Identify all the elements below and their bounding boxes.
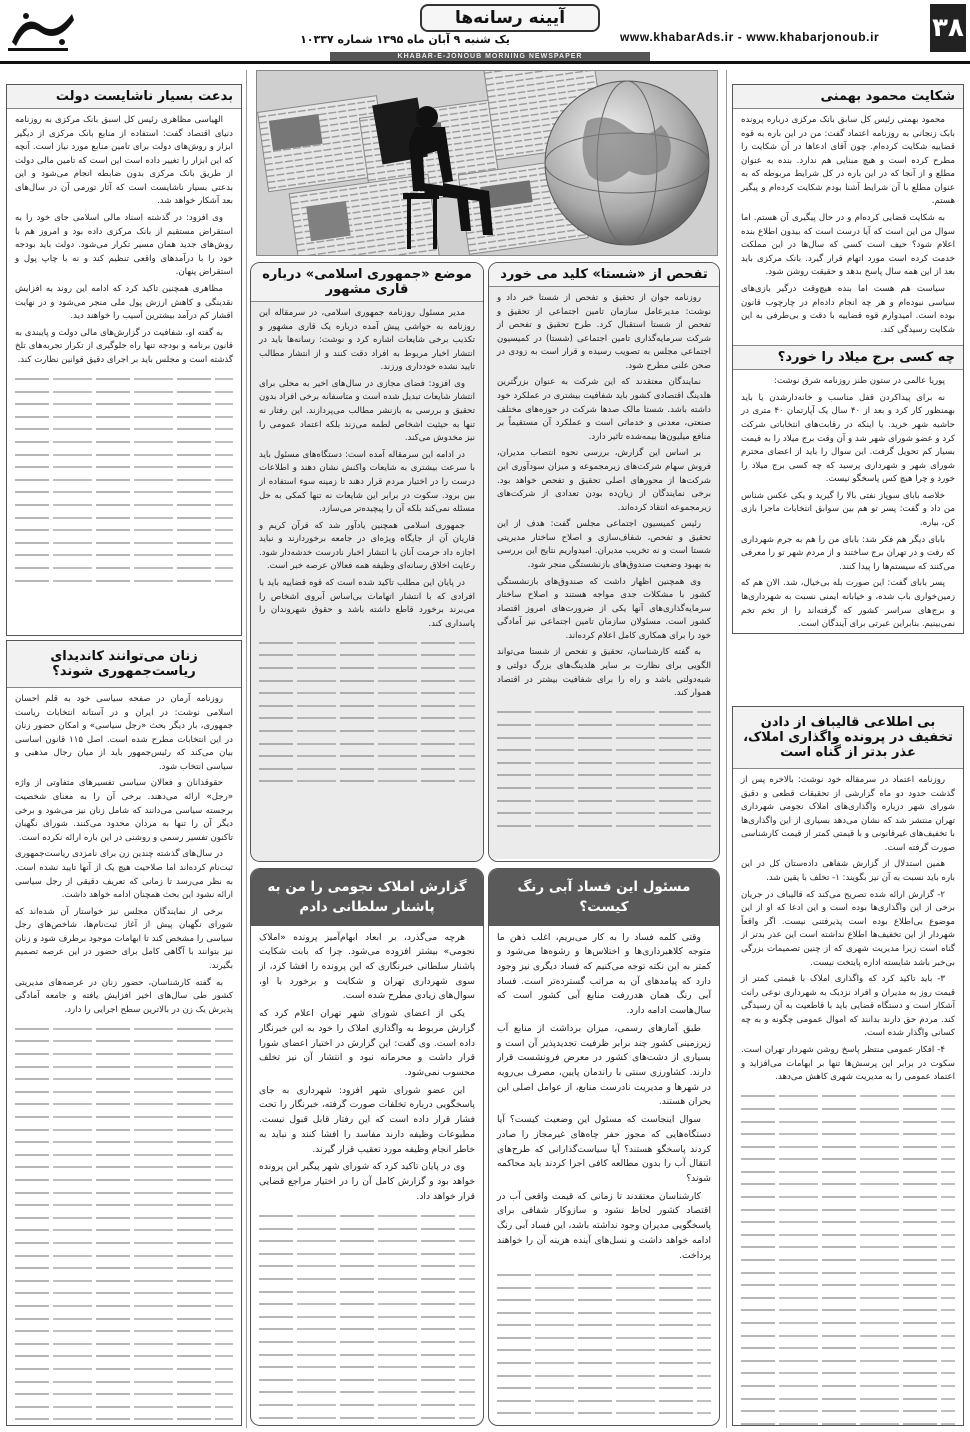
paragraph: نه برای پیداکردن قفل مناسب و خانه‌دارشدن یا باید بهمنظور کار کرد و بعد از ۴۰ سال یک آپارتمان ۴۰ متری در حاشیه شهر خرید. یا اینکه در رقابت‌های انتخاباتی شرکت کرد و عضو شورای شهر شد و آن وقت برج میلاد را به قیمت بسیار کم تحویل گرفت. این سوال را باید از اعضای محترم شورای شهر و شهرداری پرسید که چه کسی برج میلاد را خورد و چرا هیچ کس پاسخگو نیست. — [741, 392, 955, 485]
column-divider — [246, 70, 247, 1428]
article-bahmani — [732, 84, 964, 634]
article-title: شکایت محمود بهمنی — [733, 85, 963, 109]
paragraph: مدیر مسئول روزنامه جمهوری اسلامی، در سرمقاله این روزنامه به حواشی پیش آمده درباره یک قاری مشهور و تکذیب برخی شایعات اشاره کرد و نوشت: رسانه‌ها باید در انتشار اخبار مربوط به افراد دقت کنند و از انتشار مطالب تایید نشده خودداری ورزند. — [259, 308, 475, 373]
article-body — [7, 109, 241, 597]
article-body — [733, 370, 963, 634]
paragraph: روزنامه جوان از تحقیق و تفحص از شستا خبر داد و نوشت: مدیرعامل سازمان تامین اجتماعی از تحقیق و تفحص از شستا استقبال کرد. طرح تحقیق و تفحص از شرکت سرمایه‌گذاری تامین اجتماعی (شستا) در کمیسیون اجتماعی مجلس به تصویب رسیده و قرار است به زودی در صحن علنی مطرح شود. — [497, 293, 711, 371]
page-number: ۳۸ — [930, 4, 966, 52]
article-gozaresh — [250, 868, 484, 1426]
page-header — [0, 0, 970, 62]
paragraph: رئیس کمیسیون اجتماعی مجلس گفت: هدف از این تحقیق و تفحص، شفاف‌سازی و اصلاح ساختار مدیریتی شستا است و نه تخریب مدیران. امیدواریم نتایج این بررسی به بهبود وضعیت صندوق‌های بازنشستگی منجر شود. — [497, 519, 711, 570]
khabar-logo — [4, 2, 80, 56]
article-tafahhos — [488, 262, 720, 862]
paragraph: به گفته کارشناسان، تحقیق و تفحص از شستا می‌تواند الگویی برای نظارت بر سایر هلدینگ‌های بزرگ دولتی و شبه‌دولتی باشد و راه را برای شفافیت بیشتر در اقتصاد هموار کند. — [497, 647, 711, 699]
article-body — [251, 302, 483, 862]
article-jomhouri — [250, 262, 484, 862]
paragraph: یکی از اعضای شورای شهر تهران اعلام کرد که گزارش مربوط به واگذاری املاک را خود به این خبرنگار داده است. وی گفت: این گزارش در اختیار اعضای شورا قرار داشت و محرمانه نبود و انتشار آن نیز تخلف محسوب نمی‌شود. — [259, 1008, 475, 1078]
text-continuation — [259, 642, 475, 783]
paragraph: پوریا عالمی در ستون طنز روزنامه شرق نوشت: — [774, 376, 945, 387]
paragraph: سیاست هم هست اما بنده هیچ‌وقت درگیر بازی‌های سیاسی نبوده‌ام و هر چه انجام داده‌ام در چارچوب قانون بوده است. امیدوارم قوه قضاییه با دقت و بی‌طرفی به این شکایت رسیدگی کند. — [741, 283, 955, 335]
article-title: موضع «جمهوری اسلامی» درباره قاری مشهور — [251, 263, 483, 302]
article-masool — [488, 868, 720, 1426]
paragraph: وی در پایان تاکید کرد که شورای شهر پیگیر این پرونده خواهد بود و گزارش کامل آن را در اختیار مراجع قضایی قرار خواهد داد. — [259, 1161, 475, 1202]
masthead-strip: KHABAR-E-JONOUB MORNING NEWSPAPER — [330, 52, 650, 62]
article-zanan — [6, 640, 242, 1426]
paragraph: محمود بهمنی رئیس کل سابق بانک مرکزی درباره پرونده بابک زنجانی به روزنامه اعتماد گفت: من در این باره به قوه قضاییه شکایت کرده‌ام. چون آقای ادعاها در آن شکایت را مطرح کرده است و هیچ مبنایی هم ندارد. بنده به عنوان مطلع و از آنجا که در این باره در کل شرایط مربوطه که به عنوان مطلع با آن شرایط آشنا بودم شکایت کرده‌ام و پیگیر هستم. — [741, 115, 955, 207]
paragraph: روزنامه آرمان در صفحه سیاسی خود به قلم احسان اسلامی نوشت: در ایران و در آستانه انتخابات ریاست جمهوری، بار دیگر بحث «رجل سیاسی» و امکان حضور زنان در این انتخابات مطرح شده است. اصل ۱۱۵ قانون اساسی بیان می‌کند که رئیس‌جمهور باید از میان رجال مذهبی و سیاسی انتخاب شود. — [15, 694, 233, 772]
paragraph: وی افزود: در گذشته اسناد مالی اسلامی جای خود را به استقراض مستقیم از بانک مرکزی داده بود و امروز هم با روش‌های جدید همان مسیر تکرار می‌شود. دولت باید بودجه خود را با درآمدهای واقعی تنظیم کند و نه با چاپ پول و استقراض پنهان. — [15, 213, 233, 278]
article-body — [733, 769, 963, 1426]
paragraph: در پایان این مطلب تاکید شده است که قوه قضاییه باید با افرادی که با انتشار اتهامات بی‌اساس آبروی اشخاص را می‌برند برخورد قاطع داشته باشد و حقوق شهروندان را پاسداری کند. — [259, 577, 475, 629]
paragraph: در ادامه این سرمقاله آمده است: دستگاه‌های مسئول باید با سرعت بیشتری به شایعات واکنش نشان دهند و اطلاعات درست را در اختیار مردم قرار دهند تا زمینه سوء استفاده از بین برود. سکوت در برابر این شایعات نه تنها کمکی به حل مسئله نمی‌کند بلکه آن را پیچیده‌تر می‌سازد. — [259, 449, 475, 515]
article-title: چه کسی برج میلاد را خورد؟ — [733, 345, 963, 370]
article-body — [733, 109, 963, 345]
paragraph: خلاصه بابای سوپاز نفتی بالا را گیرید و یکی عکس شناس من داد و گفت: پسر تو هم بین سوابق انتخابات ماجرا بازی کن، بیاره. — [741, 490, 955, 529]
article-title: گزارش املاک نجومی را من به پاشنار سلطانی دادم — [251, 869, 483, 926]
section-title: آیینه رسانه‌ها — [420, 4, 600, 32]
article-bedaat — [6, 84, 242, 636]
article-body — [7, 688, 241, 1426]
text-continuation — [741, 1095, 955, 1424]
article-body — [251, 926, 483, 1427]
paragraph: در سال‌های گذشته چندین زن برای نامزدی ریاست‌جمهوری ثبت‌نام کرده‌اند اما صلاحیت هیچ یک از آنها تایید نشده است. به نظر می‌رسد تا زمانی که تعریف دقیقی از رجل سیاسی ارائه نشود این بحث همچنان ادامه خواهد داشت. — [15, 849, 233, 901]
paragraph: ۴- افکار عمومی منتظر پاسخ روشن شهردار تهران است. سکوت در برابر این پرسش‌ها تنها بر ابهامات می‌افزاید و اعتماد عمومی را به مدیریت شهری کاهش می‌دهد. — [741, 1044, 955, 1083]
paragraph: کارشناسان معتقدند تا زمانی که قیمت واقعی آب در اقتصاد کشور لحاظ نشود و سازوکار شفافی برای پاسخگویی مدیران وجود نداشته باشد، این فساد آبی رنگ ادامه خواهد داشت و نسل‌های آینده هزینه آن را خواهند پرداخت. — [497, 1190, 711, 1261]
article-body — [489, 926, 719, 1427]
paragraph: به شکایت قضایی کرده‌ام و در حال پیگیری آن هستم. اما سوال من این است که آیا درست است که بیدون اطلاع بنده اعلام شود؟ حیف است کسی که سال‌ها در این مملکت خدمت کرده است مورد اتهام قرار گیرد. بانک مرکزی باید بعد از این همه سال پاسخ بدهد و حقیقت روشن شود. — [741, 213, 955, 278]
header-rule — [0, 61, 970, 64]
article-qalibaf — [732, 706, 964, 1426]
paragraph: طبق آمارهای رسمی، میزان برداشت از منابع آب زیرزمینی کشور چند برابر ظرفیت تجدیدپذیر آن است و بسیاری از دشت‌های کشور در معرض فرونشست قرار دارند. کشاورزی سنتی با راندمان پایین، مصرف بی‌رویه در شهرها و مدیریت نادرست منابع، از عوامل اصلی این بحران هستند. — [497, 1022, 711, 1108]
paragraph: همین استدلال از گزارش شفاهی داده‌ستان کل در این باره باید نسبت به آن نیز بگویند: ۱- تخلف با یقین شد. — [741, 859, 955, 884]
paragraph: پسر بابای گفت: این صورت بله بی‌خیال، شد. الان هم که زمین‌خواری باب شده، و خیابانه ایمنی نسبت به شهرداری‌ها و برج‌های سراسر کشور که گرفته‌اند را از تخم تخم نمی‌بینیم. بنابراین عبرتی برای آیندگان است. — [741, 578, 955, 630]
paragraph: حقوقدانان و فعالان سیاسی تفسیرهای متفاوتی از واژه «رجل» ارائه می‌دهند. برخی آن را به معنای شخصیت برجسته سیاسی می‌دانند که شامل زنان نیز می‌شود و برخی دیگر آن را تنها به مردان محدود می‌کنند. شورای نگهبان تاکنون تفسیر رسمی و روشنی در این باره ارائه نکرده است. — [15, 778, 233, 843]
paragraph: سوال اینجاست که مسئول این وضعیت کیست؟ آیا دستگاه‌هایی که مجوز حفر چاه‌های غیرمجاز را صادر کردند پاسخگو هستند؟ آیا سیاست‌گذارانی که طرح‌های انتقال آب را بدون مطالعه کافی اجرا کردند باید محاکمه شوند؟ — [497, 1114, 711, 1184]
paragraph: ۳- باید تاکید کرد که واگذاری املاک با قیمتی کمتر از قیمت روز به مدیران و افراد نزدیک به شهرداری نوعی رانت آشکار است و دستگاه قضایی باید با قاطعیت به آن رسیدگی کند. مردم حق دارند بدانند که اموال عمومی چگونه و به چه کسانی واگذار شده است. — [741, 974, 955, 1039]
paragraph: وی افزود: فضای مجازی در سال‌های اخیر به محلی برای انتشار شایعات تبدیل شده است و متاسفانه برخی افراد بدون تحقیق و بررسی به بازنشر مطالب می‌پردازند. این رفتار نه تنها به حیثیت اشخاص لطمه می‌زند بلکه اعتماد عمومی را نیز مخدوش می‌کند. — [259, 378, 475, 444]
article-title: تفحص از «شستا» کلید می خورد — [489, 263, 719, 287]
site-urls[interactable]: www.khabarAds.ir - www.khabarjonoub.ir — [620, 30, 880, 44]
article-body — [489, 287, 719, 859]
paragraph: برخی از نمایندگان مجلس نیز خواستار آن شده‌اند که شورای نگهبان پیش از آغاز ثبت‌نام‌ها، شاخص‌های رجل سیاسی را مشخص کند تا ابهامات موجود برطرف شود و زنان نیز بتوانند با آگاهی کامل برای حضور در این عرصه تصمیم بگیرند. — [15, 906, 233, 971]
paragraph: مظاهری همچنین تاکید کرد که ادامه این روند به افزایش نقدینگی و کاهش ارزش پول ملی منجر می‌شود و در نهایت اقشار کم درآمد بیشترین آسیب را خواهند دید. — [15, 283, 233, 322]
paragraph: به گفته او، شفافیت در گزارش‌های مالی دولت و پایبندی به قانون برنامه و بودجه تنها راه جلوگیری از تکرار تجربه‌های تلخ گذشته است و مجلس باید بر اجرای دقیق قوانین نظارت کند. — [15, 327, 233, 365]
article-title: زنان می‌توانند کاندیدای ریاست‌جمهوری شوند؟ — [7, 641, 241, 688]
paragraph: به گفته کارشناسان، حضور زنان در عرصه‌های مدیریتی کشور طی سال‌های اخیر افزایش یافته و جامعه آمادگی پذیرش یک زن در بالاترین سطح اجرایی را دارد. — [15, 977, 233, 1015]
newspapers-illustration — [257, 71, 718, 256]
paragraph: وقتی کلمه فساد را به کار می‌بریم، اغلب ذهن ما متوجه کلاهبرداری‌ها و اختلاس‌ها و رشوه‌ها می‌شود و کمتر به این نکته توجه می‌کنیم که فساد دیگری نیز وجود دارد که پیامدهای آن به مراتب گسترده‌تر است. فساد آبی رنگ همان هدررفت منابع آبی کشور است که سال‌هاست ادامه دارد. — [497, 931, 711, 1017]
paragraph: هرچه می‌گذرد، بر ابعاد ابهام‌آمیز پرونده «املاک نجومی» بیشتر افزوده می‌شود. چرا که بابت شکایت پاشنار سلطانی خبرنگاری که این پرونده را افشا کرد، از سوی شهرداری تهران و شکایت و برخورد با او، سوال‌های زیادی مطرح شده است. — [259, 931, 475, 1002]
article-title: بدعت بسیار ناشایست دولت — [7, 85, 241, 109]
paragraph: ۲- گزارش ارائه شده تصریح می‌کند که قالیباف در جریان برخی از این واگذاری‌ها بوده است و این ادعا که او از این موضوع بی‌اطلاع بوده است پذیرفتنی نیست. اگر واقعاً شهردار از این تخفیف‌ها اطلاع نداشته است این عذر بدتر از گناه است زیرا مدیریت شهری که از چنین تصمیمات بزرگی بی‌خبر باشد شایسته اداره پایتخت نیست. — [741, 889, 955, 968]
paragraph: نمایندگان معتقدند که این شرکت به عنوان بزرگترین هلدینگ اقتصادی کشور باید شفافیت بیشتری در عملکرد خود داشته باشد. شستا مالک صدها شرکت در حوزه‌های مختلف صنعتی، معدنی و خدماتی است و عملکرد آن مستقیماً بر منافع میلیون‌ها بیمه‌شده تاثیر دارد. — [497, 377, 711, 442]
article-title: مسئول این فساد آبی رنگ کیست؟ — [489, 869, 719, 926]
paragraph: وی همچنین اظهار داشت که صندوق‌های بازنشستگی کشور با مشکلات جدی مواجه هستند و اصلاح ساختار سرمایه‌گذاری‌های آنها یکی از ضرورت‌های امروز اقتصاد کشور است. مسئولان سازمان تامین اجتماعی نیز آمادگی خود را برای همکاری کامل اعلام کرده‌اند. — [497, 576, 711, 641]
paragraph: الهیاسی مظاهری رئیس کل اسبق بانک مرکزی به روزنامه دنیای اقتصاد گفت: استفاده از منابع بانک مرکزی از دیگیر ابزار و روش‌های دولت برای تامین منابع مورد نیاز است. آنچه که این ابزار را تغییر داده است این است که تامین مالی دولت از طریق بانک مرکزی بدون ضابطه انجام می‌شود و این بدعتی بسیار ناشایست است که آثار تورمی آن در سال‌های بعد آشکار خواهد شد. — [15, 115, 233, 207]
newspapers-photo — [256, 70, 718, 256]
paragraph: بابای دیگر هم فکر شد: بابای من را هم به جرم شهرداری که رفت و در تهران برج ساختند و از مردم شهر تو را معرفی می‌کنند که سیستم‌ها را پیدا کنند. — [741, 534, 955, 572]
paragraph: جمهوری اسلامی همچنین یادآور شد که قرآن کریم و قاریان آن از جایگاه ویژه‌ای در جامعه برخوردارند و نباید اجازه داد حرمت آنان با انتشار اخبار نادرست خدشه‌دار شود. رعایت اخلاق رسانه‌ای وظیفه همه فعالان عرصه خبر است. — [259, 520, 475, 572]
text-continuation — [497, 711, 711, 826]
paragraph: روزنامه اعتماد در سرمقاله خود نوشت: بالاخره پس از گذشت حدود دو ماه گزارشی از تحقیقات قطعی و دقیق شورای شهر درباره واگذاری‌های املاک نجومی شهرداری تهران منتشر شد که نشان می‌دهد بسیاری از این واگذاری‌ها با تخفیف‌های غیرقانونی و با قیمتی کمتر از قیمت کارشناسی صورت گرفته است. — [741, 775, 955, 853]
paragraph: این عضو شورای شهر افزود: شهرداری به جای پاسخگویی درباره تخلفات صورت گرفته، خبرنگار را تحت فشار قرار داده است که این رفتار قابل قبول نیست. مطبوعات وظیفه دارند مفاسد را افشا کنند و نباید به خاطر انجام وظیفه مورد تعقیب قرار گیرند. — [259, 1084, 475, 1155]
issue-date-line: یک شنبه ۹ آبان ماه ۱۳۹۵ شماره ۱۰۳۳۷ — [300, 33, 510, 46]
text-continuation — [15, 1028, 233, 1426]
text-continuation — [497, 1274, 711, 1426]
paragraph: بر اساس این گزارش، بررسی نحوه انتصاب مدیران، فروش سهام شرکت‌های زیرمجموعه و میزان سودآوری این شرکت‌ها از محورهای اصلی تحقیق و تفحص خواهد بود. برخی نمایندگان از زیان‌ده بودن تعدادی از شرکت‌های زیرمجموعه انتقاد کرده‌اند. — [497, 448, 711, 513]
article-title: بی اطلاعی قالیباف از دادن تخفیف در پرونده واگذاری املاک، عذر بدتر از گناه است — [733, 707, 963, 769]
column-divider — [726, 70, 727, 1428]
text-continuation — [259, 1215, 475, 1426]
text-continuation — [15, 378, 233, 582]
